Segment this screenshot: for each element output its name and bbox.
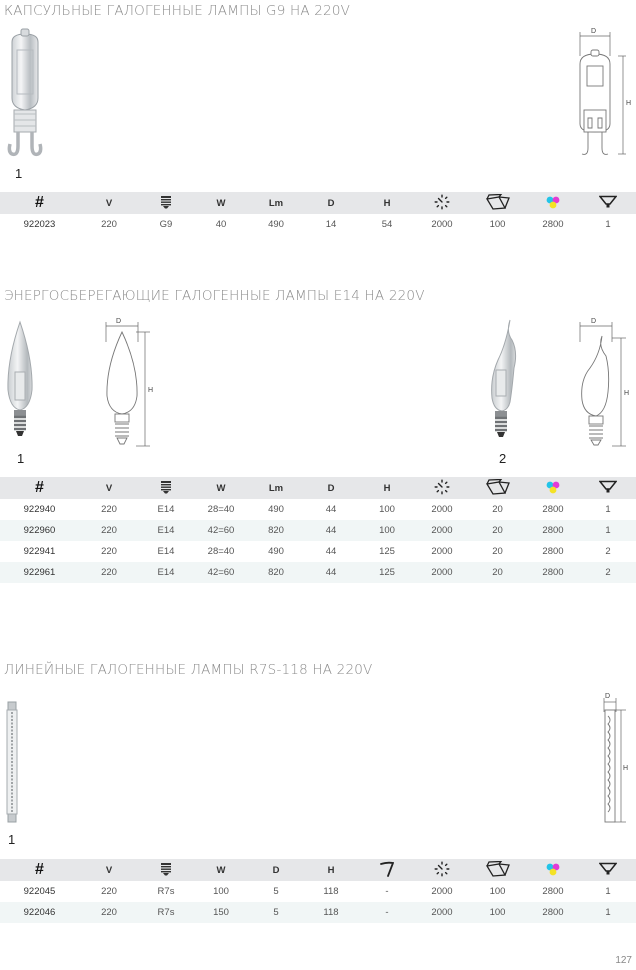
- table-cell: 44: [325, 504, 337, 515]
- header-lifetime: [415, 192, 469, 214]
- table-row: [0, 881, 636, 902]
- table-cell: E14: [157, 504, 175, 515]
- table-cell: E14: [139, 520, 193, 541]
- g9-dimension-drawing: [570, 26, 632, 166]
- table-cell: 2000: [415, 562, 469, 583]
- header-shape: [580, 859, 636, 881]
- table-cell: 220: [79, 520, 139, 541]
- table-row: [0, 562, 636, 583]
- table-cell: 118: [303, 902, 359, 923]
- section-title: КАПСУЛЬНЫЕ ГАЛОГЕННЫЕ ЛАМПЫ G9 НА 220V: [4, 3, 351, 19]
- figure-label: 2: [499, 451, 507, 466]
- table-cell: 220: [101, 886, 117, 897]
- table-cell: 2000: [415, 902, 469, 923]
- lifetime-clock-icon: [434, 479, 450, 495]
- r7s-dimension-drawing: [596, 690, 634, 826]
- section-title: ЭНЕРГОСБЕРЕГАЮЩИЕ ГАЛОГЕННЫЕ ЛАМПЫ E14 НА 220V: [4, 288, 425, 304]
- table-cell: -: [359, 902, 415, 923]
- table-row: [0, 499, 636, 520]
- table-cell: 2000: [431, 546, 453, 557]
- header-voltage: V: [79, 192, 139, 214]
- table-cell: 220: [79, 562, 139, 583]
- table-cell: 100: [359, 520, 415, 541]
- header-number: #: [0, 859, 79, 881]
- dimension-d-label: D: [591, 318, 597, 325]
- header-shape: [580, 192, 636, 214]
- table-cell: 5: [273, 886, 279, 897]
- header-watt: W: [193, 477, 249, 499]
- section-title: ЛИНЕЙНЫЕ ГАЛОГЕННЫЕ ЛАМПЫ R7S-118 НА 220V: [4, 662, 373, 678]
- table-cell: 922023: [23, 219, 56, 230]
- table-cell: 220: [101, 219, 117, 230]
- table-cell: 2800: [526, 562, 580, 583]
- table-cell: 28=40: [207, 504, 235, 515]
- table-cell: 5: [249, 902, 303, 923]
- table-cell: 490: [268, 546, 284, 557]
- table-cell: 44: [303, 520, 359, 541]
- dimension-h-label: H: [623, 765, 629, 772]
- header-number: #: [0, 477, 79, 499]
- dimension-h-label: H: [626, 100, 632, 107]
- page-number: 127: [615, 955, 632, 966]
- dimension-h-label: H: [148, 387, 154, 394]
- cable-angle-icon: [380, 861, 394, 877]
- table-cell: 100: [379, 504, 395, 515]
- header-package: [469, 192, 526, 214]
- color-temperature-icon: [545, 862, 561, 876]
- table-cell: 922046: [0, 902, 79, 923]
- package-box-icon: [485, 479, 511, 495]
- table-cell: 42=60: [193, 562, 249, 583]
- dimension-h-label: H: [624, 390, 630, 397]
- header-height: H: [303, 859, 359, 881]
- table-cell: 1: [580, 520, 636, 541]
- table-cell: 28=40: [207, 546, 235, 557]
- header-angle: [359, 859, 415, 881]
- lifetime-clock-icon: [434, 861, 450, 877]
- table-cell: 2000: [431, 504, 453, 515]
- header-height: H: [359, 192, 415, 214]
- table-cell: 922941: [23, 546, 56, 557]
- table-cell: E14: [157, 546, 175, 557]
- table-header-row: [0, 859, 636, 881]
- header-base: [139, 477, 193, 499]
- package-box-icon: [485, 861, 511, 877]
- e14-flame-tip-lamp-photo: [484, 318, 524, 445]
- header-lifetime: [415, 477, 469, 499]
- table-cell: 1: [605, 219, 611, 230]
- header-base: [139, 192, 193, 214]
- table-cell: 1: [605, 504, 611, 515]
- table-cell: 220: [101, 546, 117, 557]
- lamp-shape-icon: [599, 862, 617, 876]
- header-watt: W: [193, 192, 249, 214]
- header-base: [139, 859, 193, 881]
- header-number: #: [0, 192, 79, 214]
- spec-table-e14: [0, 477, 636, 583]
- table-row: [0, 541, 636, 562]
- table-cell: 2000: [431, 886, 453, 897]
- lifetime-clock-icon: [434, 194, 450, 210]
- table-cell: 2000: [431, 219, 453, 230]
- lamp-base-icon: [160, 862, 172, 876]
- package-box-icon: [485, 194, 511, 210]
- table-cell: 2: [605, 546, 611, 557]
- r7s-linear-lamp-photo: [4, 700, 22, 824]
- table-cell: G9: [159, 219, 173, 230]
- table-cell: 20: [469, 562, 526, 583]
- lamp-base-icon: [160, 195, 172, 209]
- header-watt: W: [193, 859, 249, 881]
- table-cell: 100: [469, 902, 526, 923]
- e14-candle-lamp-photo: [2, 320, 38, 445]
- table-cell: 20: [492, 546, 503, 557]
- g9-capsule-lamp-photo: [0, 28, 50, 163]
- color-temperature-icon: [545, 480, 561, 494]
- color-temperature-icon: [545, 195, 561, 209]
- lamp-shape-icon: [599, 480, 617, 494]
- table-cell: 2800: [526, 902, 580, 923]
- table-cell: 118: [323, 886, 339, 897]
- table-cell: 40: [215, 219, 227, 230]
- table-cell: 20: [469, 520, 526, 541]
- header-diameter: D: [303, 477, 359, 499]
- header-lumen: Lm: [249, 477, 303, 499]
- e14-candle-dimension-drawing: [98, 316, 160, 451]
- header-package: [469, 477, 526, 499]
- table-cell: 820: [249, 562, 303, 583]
- table-header-row: [0, 192, 636, 214]
- table-cell: 2800: [542, 504, 564, 515]
- lamp-shape-icon: [599, 195, 617, 209]
- e14-flame-tip-dimension-drawing: [574, 316, 634, 451]
- header-package: [469, 859, 526, 881]
- header-lifetime: [415, 859, 469, 881]
- table-row: [0, 520, 636, 541]
- table-cell: 2800: [542, 546, 564, 557]
- spec-table-g9: [0, 192, 636, 235]
- table-cell: 922961: [0, 562, 79, 583]
- header-diameter: D: [249, 859, 303, 881]
- table-cell: 922045: [23, 886, 56, 897]
- figure-label: 1: [15, 166, 23, 181]
- header-color-temp: [526, 192, 580, 214]
- table-cell: 150: [193, 902, 249, 923]
- table-cell: 2: [580, 562, 636, 583]
- table-cell: 220: [79, 902, 139, 923]
- table-row: [0, 214, 636, 235]
- table-cell: 14: [325, 219, 337, 230]
- table-row: [0, 902, 636, 923]
- table-cell: 20: [492, 504, 503, 515]
- table-cell: R7s: [157, 886, 175, 897]
- header-voltage: V: [79, 477, 139, 499]
- header-color-temp: [526, 859, 580, 881]
- header-shape: [580, 477, 636, 499]
- table-cell: 100: [489, 886, 506, 897]
- table-header-row: [0, 477, 636, 499]
- table-cell: 922960: [0, 520, 79, 541]
- dimension-d-label: D: [591, 28, 597, 35]
- table-cell: 2800: [542, 219, 564, 230]
- dimension-d-label: D: [605, 693, 611, 700]
- table-cell: 54: [381, 219, 393, 230]
- spec-table-r7s: [0, 859, 636, 923]
- table-cell: 820: [249, 520, 303, 541]
- table-cell: R7s: [139, 902, 193, 923]
- figure-label: 1: [8, 832, 16, 847]
- table-cell: 44: [325, 546, 337, 557]
- table-cell: 125: [379, 546, 395, 557]
- table-cell: 1: [605, 886, 611, 897]
- figure-label: 1: [17, 451, 25, 466]
- dimension-d-label: D: [116, 318, 122, 325]
- table-cell: -: [385, 886, 389, 897]
- header-lumen: Lm: [249, 192, 303, 214]
- lamp-base-icon: [160, 480, 172, 494]
- table-cell: 490: [268, 219, 284, 230]
- header-diameter: D: [303, 192, 359, 214]
- header-height: H: [359, 477, 415, 499]
- table-cell: 44: [303, 562, 359, 583]
- table-cell: 42=60: [193, 520, 249, 541]
- header-color-temp: [526, 477, 580, 499]
- table-cell: 220: [101, 504, 117, 515]
- header-voltage: V: [79, 859, 139, 881]
- table-cell: 922940: [23, 504, 56, 515]
- table-cell: 100: [489, 219, 506, 230]
- table-cell: 125: [359, 562, 415, 583]
- table-cell: 490: [268, 504, 284, 515]
- table-cell: 1: [580, 902, 636, 923]
- table-cell: E14: [139, 562, 193, 583]
- table-cell: 2800: [526, 520, 580, 541]
- table-cell: 2800: [542, 886, 564, 897]
- table-cell: 2000: [415, 520, 469, 541]
- table-cell: 100: [213, 886, 229, 897]
